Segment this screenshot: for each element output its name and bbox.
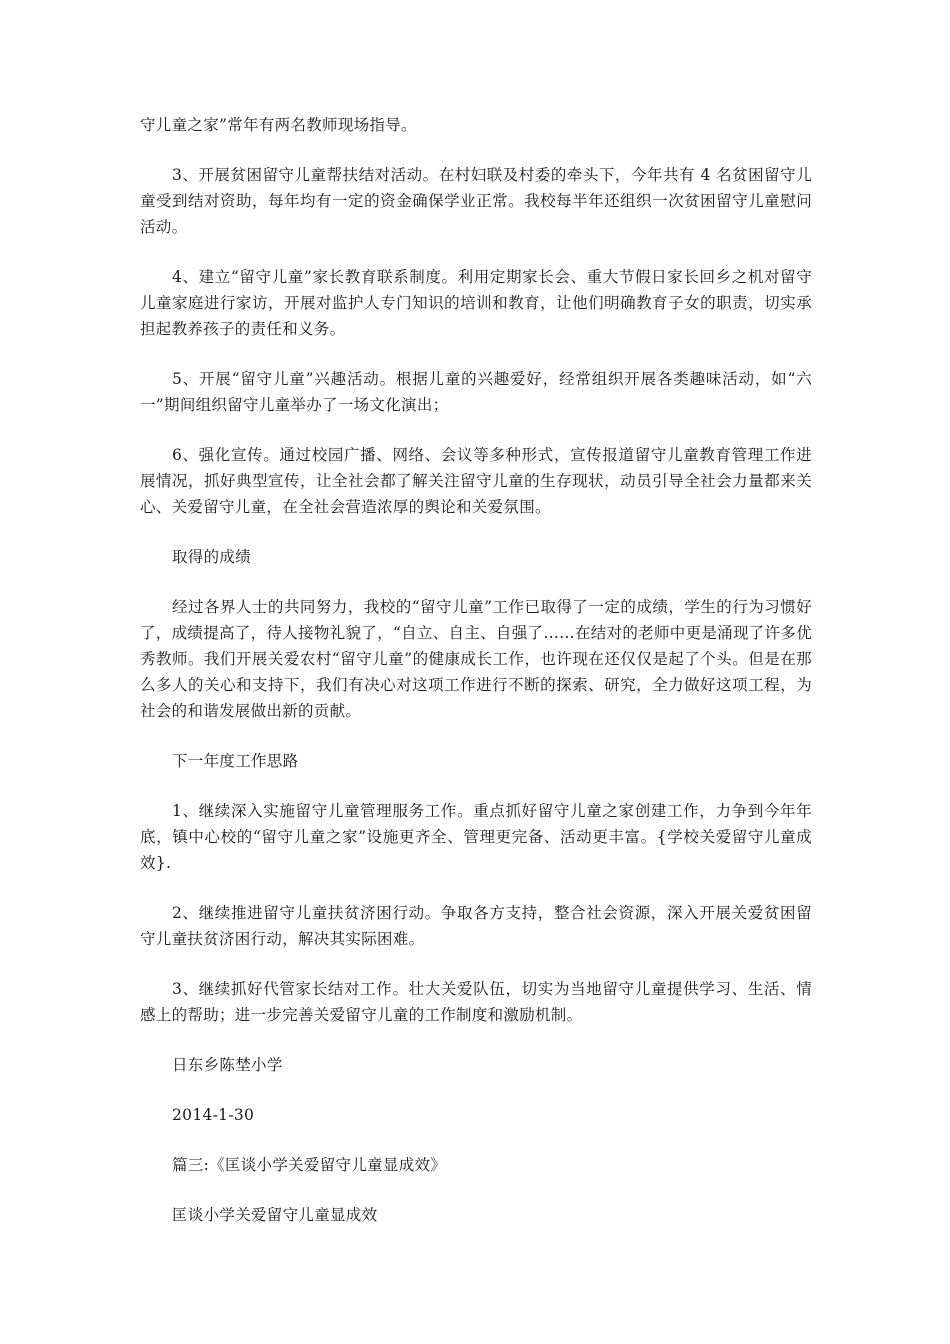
paragraph-item-4: 4、建立“留守儿童”家长教育联系制度。利用定期家长会、重大节假日家长回乡之机对留守儿童家庭进行家访，开展对监护人专门知识的培训和教育，让他们明确教育子女的职责，切实承担起教养孩子的责任和义务。 — [140, 268, 812, 338]
article-title-part-three: 篇三:《匡谈小学关爱留守儿童显成效》 — [172, 1156, 447, 1174]
paragraph-plan-3: 3、继续抓好代管家长结对工作。壮大关爱队伍，切实为当地留守儿童提供学习、生活、情感上的帮助；进一步完善关爱留守儿童的工作制度和激励机制。 — [140, 980, 812, 1024]
article-subtitle: 匡谈小学关爱留守儿童显成效 — [172, 1206, 378, 1224]
paragraph-achievements: 经过各界人士的共同努力，我校的“留守儿童”工作已取得了一定的成绩，学生的行为习惯好了，成绩提高了，待人接物礼貌了，“自立、自主、自强了……在结对的老师中更是涌现了许多优秀教师。我们开展关爱农村“留守儿童”的健康成长工作，也许现在还仅仅是起了个头。但是在那么多人的关心和支持下，我们有决心对这项工作进行不断的探索、研究，全力做好这项工程，为社会的和谐发展做出新的贡献。 — [140, 598, 812, 720]
section-heading-next-year: 下一年度工作思路 — [172, 752, 299, 770]
paragraph-item-3: 3、开展贫困留守儿童帮扶结对活动。在村妇联及村委的牵头下，今年共有 4 名贫困留守儿童受到结对资助，每年均有一定的资金确保学业正常。我校每半年还组织一次贫困留守儿童慰问活动。 — [140, 166, 812, 236]
paragraph-item-6: 6、强化宣传。通过校园广播、网络、会议等多种形式，宣传报道留守儿童教育管理工作进展情况，抓好典型宣传，让全社会都了解关注留守儿童的生存现状，动员引导全社会力量都来关心、关爱留守儿童，在全社会营造浓厚的舆论和关爱氛围。 — [140, 446, 812, 516]
paragraph-continuation: 守儿童之家”常年有两名教师现场指导。 — [140, 116, 417, 134]
paragraph-plan-1: 1、继续深入实施留守儿童管理服务工作。重点抓好留守儿童之家创建工作，力争到今年年底，镇中心校的“留守儿童之家”设施更齐全、管理更完备、活动更丰富。{学校关爱留守儿童成效}. — [140, 802, 812, 872]
paragraph-plan-2: 2、继续推进留守儿童扶贫济困行动。争取各方支持，整合社会资源，深入开展关爱贫困留守儿童扶贫济困行动，解决其实际困难。 — [140, 904, 812, 948]
document-page — [140, 112, 812, 1252]
signature-school: 日东乡陈埜小学 — [172, 1056, 283, 1074]
paragraph-item-5: 5、开展“留守儿童”兴趣活动。根据儿童的兴趣爱好，经常组织开展各类趣味活动，如“六一”期间组织留守儿童举办了一场文化演出； — [140, 370, 812, 414]
section-heading-achievements: 取得的成绩 — [172, 548, 252, 566]
signature-date: 2014-1-30 — [172, 1106, 255, 1124]
